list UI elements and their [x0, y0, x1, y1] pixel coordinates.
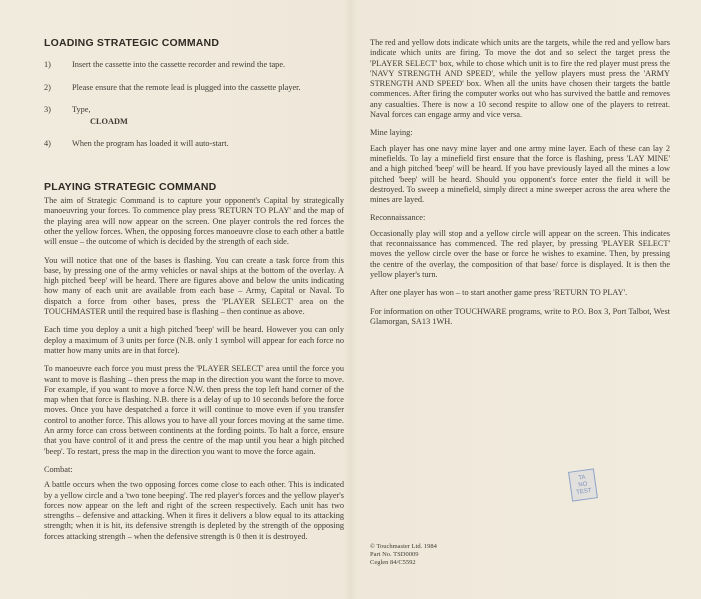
step-text: When the program has loaded it will auto-start. [72, 139, 229, 149]
stamp-line: TA [578, 474, 587, 482]
loading-step [44, 83, 344, 93]
mines-paragraph: Each player has one navy mine layer and one army mine layer. Each of these can lay 2 minefields. To lay a minefield first ensure that the force is flashing, press 'LAY MINE' and a high pitched 'beep' will be heard. If you have previously layed all the mines a low pitched 'beep' will be heard. Should you opponent's force enter the field it will be destroyed. To sweep a minefield, simply direct a mine sweeper across the area where the mines are layed. [370, 143, 670, 205]
step-number: 3) [44, 104, 51, 114]
step-number: 4) [44, 139, 51, 149]
combat-label: Combat: [44, 464, 73, 474]
combat-paragraph: A battle occurs when the two opposing forces come close to each other. This is indicated by a yellow circle and a 'two tone beeping'. The red player's forces and the yellow player's forces now appear on the left and right of the screen respectively. Each unit has two strengths – defensive and attacking. When it fires it delivers a blow equal to its attacking strength; when it is hit, its defensive strength is depleted by the strength of the opposing forces attacking strength – when the defensive strength is 0 then it is destroyed. [44, 480, 344, 541]
print-code: Ceglen 84/C5592 [370, 559, 416, 566]
step-body [72, 105, 128, 128]
stamp-line: NO [578, 481, 588, 489]
left-column [44, 38, 344, 550]
copyright: © Touchmaster Ltd. 1984 [370, 543, 437, 550]
loading-steps [44, 60, 344, 149]
step-number: 1) [44, 60, 51, 70]
playing-paragraph: The aim of Strategic Command is to capture your opponent's Capital by strategically manoeuvring your forces. To commence play press 'RETURN TO PLAY' and the map of the playing area will now appear on the screen. One player controls the red forces the other the yellow forces. When, the opposing forces manoeuvre close to each other a battle will ensue – the outcome of which is decided by the strength of each side. [44, 196, 344, 247]
stamp-line: TEST [575, 487, 592, 496]
step-code: CLOADM [90, 117, 128, 127]
recon-paragraph: Occasionally play will stop and a yellow circle will appear on the screen. This indicates that reconnaissance has commenced. The red player, by pressing 'PLAYER SELECT' moves the yellow circle over the base or force he wishes to examine. Then, by pressing the centre of the overlay, the composition of that base/ force is displayed. It is then the yellow player's turn. [370, 228, 670, 279]
playing-paragraph: Each time you deploy a unit a high pitched 'beep' will be heard. However you can only deploy a maximum of 3 units per force (N.B. only 1 symbol will appear for each force no matter how many units are in that force). [44, 325, 344, 355]
test-stamp [568, 468, 598, 501]
step-text: Type, [72, 104, 91, 114]
footer [370, 543, 437, 567]
recon-label: Reconnaissance: [370, 213, 426, 223]
mines-label: Mine laying: [370, 128, 413, 138]
info-paragraph: For information on other TOUCHWARE programs, write to P.O. Box 3, Port Talbot, West Glamorgan, SA13 1WH. [370, 306, 670, 326]
step-number: 2) [44, 82, 51, 92]
playing-heading: PLAYING STRATEGIC COMMAND [44, 180, 217, 193]
targets-paragraph: The red and yellow dots indicate which units are the targets, while the red and yellow bars indicate which units are firing. To move the dot and so select the target press the 'PLAYER SELECT' box, while to chose which unit is to fire the red player must press the 'NAVY STRENGTH AND SPEED', while the yellow players must press the 'ARMY STRENGTH AND SPEED' box. When all the units have chosen their targets the battle commences. After firing the computer works out who has survived the battle and removes any casualties. There is now a 10 second respite to allow one of the players to retreat. Naval forces can engage army and vice versa. [370, 38, 670, 120]
loading-step [44, 139, 344, 149]
loading-step [44, 60, 344, 70]
step-text: Insert the cassette into the cassette recorder and rewind the tape. [72, 60, 286, 70]
after-paragraph: After one player has won – to start another game press 'RETURN TO PLAY'. [370, 288, 628, 298]
step-text: Please ensure that the remote lead is plugged into the cassette player. [72, 82, 301, 92]
loading-heading: LOADING STRATEGIC COMMAND [44, 37, 220, 49]
right-column [370, 38, 670, 335]
playing-paragraph: You will notice that one of the bases is flashing. You can create a task force from this base, by pressing one of the army vehicles or naval ships at the bottom of the overlay. A high pitched 'beep' will be heard. There are figures above and below the units indicating how many of each unit are available from each base – Army, Capital or Naval. To dispatch a force from other bases, press the 'PLAYER SELECT' area on the TOUCHMASTER until the required base is flashing – then continue as above. [44, 255, 344, 317]
playing-paragraph: To manoeuvre each force you must press the 'PLAYER SELECT' area until the force you want to move is flashing – then press the map in the direction you want the force to move. For example, if you want to move a force N.W. then press the top left hand corner of the map when that force is flashing. N.B. there is a delay of up to 10 seconds before the force moves. Once you have despatched a force it will continue to move even if you transfer control to another force. This allows you to have all your forces moving at the same time. An army force can cross between continents at the fording points. To halt a force, ensure that you have control of it and press the centre of the map until you hear a high pitched 'beep'. To restart, press the map in the direction you want to move the force again. [44, 364, 344, 456]
section-gap [44, 162, 344, 182]
loading-step [44, 105, 344, 128]
part-number: Part No. TSD0009 [370, 551, 419, 558]
